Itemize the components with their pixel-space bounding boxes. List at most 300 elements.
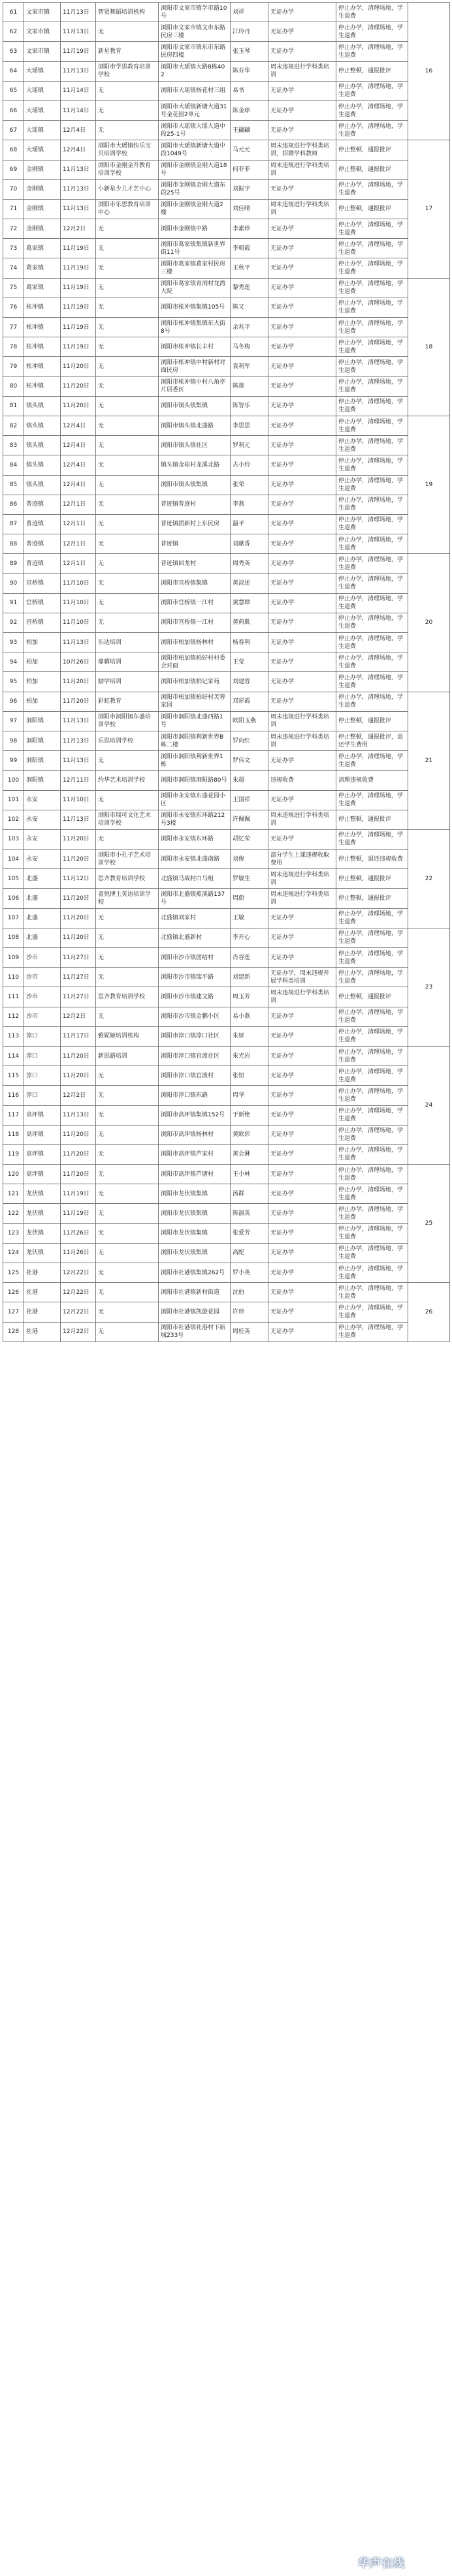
row-issue: 周末违规进行学科类培训 bbox=[268, 869, 336, 889]
row-org: 无 bbox=[96, 593, 159, 613]
row-person: 于新艳 bbox=[231, 1105, 268, 1125]
row-date: 11月20日 bbox=[61, 672, 96, 692]
row-index: 122 bbox=[3, 1204, 24, 1223]
table-row bbox=[3, 416, 450, 435]
row-address: 浏阳市葛家镇集镇新世界街11号 bbox=[159, 239, 231, 258]
row-town: 社港 bbox=[24, 1302, 61, 1322]
row-date: 11月20日 bbox=[61, 692, 96, 711]
row-town: 枨冲镇 bbox=[24, 298, 61, 317]
row-address: 普迹镇普迹村 bbox=[159, 495, 231, 514]
row-index: 86 bbox=[3, 495, 24, 514]
row-issue: 无证办学 bbox=[268, 692, 336, 711]
row-action: 停止办学，清理场地，学生退费 bbox=[336, 1204, 408, 1223]
row-town: 柏加 bbox=[24, 672, 61, 692]
row-org: 无 bbox=[96, 239, 159, 258]
row-action: 停止办学，清理场地，学生退费 bbox=[336, 928, 408, 947]
row-person: 刘振宇 bbox=[231, 179, 268, 199]
row-person: 李燕 bbox=[231, 495, 268, 514]
table-row bbox=[3, 790, 450, 810]
row-org: 无 bbox=[96, 376, 159, 396]
row-index: 90 bbox=[3, 574, 24, 593]
row-address: 浏阳市文家市镇文市东路民房三楼 bbox=[159, 22, 231, 42]
row-org: 无 bbox=[96, 1243, 159, 1263]
row-index: 100 bbox=[3, 771, 24, 790]
row-index: 87 bbox=[3, 514, 24, 534]
row-index: 78 bbox=[3, 337, 24, 357]
row-person: 江玲丹 bbox=[231, 22, 268, 42]
row-person: 李朝霞 bbox=[231, 239, 268, 258]
row-date: 11月13日 bbox=[61, 751, 96, 771]
row-person: 刘献香 bbox=[231, 534, 268, 554]
row-address: 浏阳市永安镇东环路212号3楼 bbox=[159, 810, 231, 829]
row-action: 停止办学，清理场地，学生退费 bbox=[336, 574, 408, 593]
row-person: 汤群 bbox=[231, 1184, 268, 1204]
row-date: 11月20日 bbox=[61, 928, 96, 947]
row-address: 浏阳市金刚镇金刚大道18号 bbox=[159, 160, 231, 179]
row-town: 枨冲镇 bbox=[24, 318, 61, 337]
row-date: 12月22日 bbox=[61, 1302, 96, 1322]
row-org: 无 bbox=[96, 1204, 159, 1223]
row-person: 刘佳晴 bbox=[231, 199, 268, 219]
row-address: 浏阳市金刚镇金刚大道2楼 bbox=[159, 199, 231, 219]
table-row bbox=[3, 61, 450, 81]
row-action: 停止办学，清理场地，学生退费 bbox=[336, 1007, 408, 1026]
row-address: 浏阳市永安镇东环路 bbox=[159, 829, 231, 849]
row-index: 72 bbox=[3, 219, 24, 239]
row-issue: 无证办学 bbox=[268, 1046, 336, 1066]
row-address: 北盛镇北盛新村 bbox=[159, 928, 231, 947]
row-date: 12月22日 bbox=[61, 1283, 96, 1302]
row-address: 浏阳市淳口镇官渡村 bbox=[159, 1066, 231, 1086]
row-town: 永安 bbox=[24, 810, 61, 829]
row-town: 葛家镇 bbox=[24, 258, 61, 278]
row-action: 停止办学，清理场地，学生退费 bbox=[336, 692, 408, 711]
row-index: 68 bbox=[3, 140, 24, 160]
row-date: 12月22日 bbox=[61, 1263, 96, 1283]
row-index: 77 bbox=[3, 318, 24, 337]
row-org: 无 bbox=[96, 298, 159, 317]
row-action: 停止办学，清理场地，学生退费 bbox=[336, 1086, 408, 1105]
row-address: 浏阳市沙市镇瑞平路 bbox=[159, 968, 231, 987]
row-issue: 无证办学 bbox=[268, 22, 336, 42]
row-person: 许佩佩 bbox=[231, 810, 268, 829]
row-index: 91 bbox=[3, 593, 24, 613]
row-person: 何菲菲 bbox=[231, 160, 268, 179]
row-action: 停止办学，清理场地，学生退费 bbox=[336, 239, 408, 258]
row-address: 浏阳市大瑶镇新塘大道31号金花园2单元 bbox=[159, 100, 231, 120]
row-action: 停止办学，清理场地，学生退费 bbox=[336, 376, 408, 396]
row-index: 80 bbox=[3, 376, 24, 396]
row-date: 11月13日 bbox=[61, 160, 96, 179]
row-address: 浏阳市沙市镇建文路 bbox=[159, 987, 231, 1007]
row-index: 64 bbox=[3, 61, 24, 81]
row-index: 62 bbox=[3, 22, 24, 42]
row-issue: 无证办学 bbox=[268, 534, 336, 554]
row-issue: 周末违规进行学科类培训 bbox=[268, 61, 336, 81]
row-address: 北盛镇马战村白马组 bbox=[159, 869, 231, 889]
row-issue: 无证办学 bbox=[268, 121, 336, 140]
row-action: 清理违规收费 bbox=[336, 771, 408, 790]
row-action: 停止办学，清理场地，学生退费 bbox=[336, 100, 408, 120]
row-index: 95 bbox=[3, 672, 24, 692]
row-address: 浏阳市文家市镇东市东路民房四楼 bbox=[159, 42, 231, 61]
row-org: 无 bbox=[96, 908, 159, 928]
row-date: 11月13日 bbox=[61, 633, 96, 652]
row-org: 无 bbox=[96, 1263, 159, 1283]
row-town: 高坪镇 bbox=[24, 1144, 61, 1164]
row-action: 停止办学，清理场地，学生退费 bbox=[336, 1322, 408, 1342]
row-address: 浏阳市枨冲镇中村新村对面民房 bbox=[159, 357, 231, 376]
row-date: 12月1日 bbox=[61, 554, 96, 574]
row-person: 朱光岩 bbox=[231, 1046, 268, 1066]
table-row bbox=[3, 593, 450, 613]
row-issue: 无证办学 bbox=[268, 554, 336, 574]
row-org: 无 bbox=[96, 121, 159, 140]
row-index: 70 bbox=[3, 179, 24, 199]
row-person: 余兆平 bbox=[231, 318, 268, 337]
row-issue: 无证办学 bbox=[268, 298, 336, 317]
row-issue: 无证办学 bbox=[268, 574, 336, 593]
row-town: 社港 bbox=[24, 1283, 61, 1302]
row-address: 浏阳市镇头镇社区 bbox=[159, 436, 231, 455]
row-address: 浏阳市沙市镇金鹏小区 bbox=[159, 1007, 231, 1026]
page-number: 25 bbox=[408, 1165, 450, 1283]
row-org: 无 bbox=[96, 1066, 159, 1086]
inspection-table bbox=[3, 2, 450, 1342]
row-issue: 无证办学 bbox=[268, 633, 336, 652]
row-town: 枨冲镇 bbox=[24, 376, 61, 396]
row-town: 柏加 bbox=[24, 652, 61, 672]
row-town: 北盛 bbox=[24, 889, 61, 908]
row-address: 浏阳市镇头镇集镇 bbox=[159, 396, 231, 416]
row-issue: 无证办学 bbox=[268, 1322, 336, 1342]
row-index: 112 bbox=[3, 1007, 24, 1026]
row-index: 101 bbox=[3, 790, 24, 810]
row-index: 79 bbox=[3, 357, 24, 376]
row-date: 11月19日 bbox=[61, 1184, 96, 1204]
row-date: 11月13日 bbox=[61, 1105, 96, 1125]
row-index: 108 bbox=[3, 928, 24, 947]
row-org: 无 bbox=[96, 81, 159, 100]
row-issue: 无证办学 bbox=[268, 1007, 336, 1026]
row-town: 金刚镇 bbox=[24, 179, 61, 199]
row-issue: 无证办学 bbox=[268, 613, 336, 632]
row-address: 浏阳市柏加镇柏好村芙蓉家园 bbox=[159, 692, 231, 711]
row-date: 12月4日 bbox=[61, 416, 96, 435]
table-row bbox=[3, 100, 450, 120]
row-address: 北盛镇刘家村 bbox=[159, 908, 231, 928]
table-row bbox=[3, 357, 450, 376]
row-date: 11月20日 bbox=[61, 1066, 96, 1086]
row-person: 高配 bbox=[231, 1243, 268, 1263]
row-issue: 周末违规进行学科类培训 bbox=[268, 889, 336, 908]
row-date: 12月2日 bbox=[61, 219, 96, 239]
row-person: 黄欧彩 bbox=[231, 1125, 268, 1144]
row-issue: 无证办学，周末违规开展学科类培训 bbox=[268, 968, 336, 987]
row-issue: 周末违规进行学科类培训，招聘学科教师 bbox=[268, 140, 336, 160]
table-row bbox=[3, 908, 450, 928]
row-date: 11月13日 bbox=[61, 711, 96, 731]
table-row bbox=[3, 1204, 450, 1223]
row-action: 停止整顿，通报批评 bbox=[336, 140, 408, 160]
row-issue: 无证办学 bbox=[268, 436, 336, 455]
row-action: 停止办学，清理场地，学生退费 bbox=[336, 121, 408, 140]
table-row bbox=[3, 534, 450, 554]
row-org: 无 bbox=[96, 751, 159, 771]
row-person: 李思思 bbox=[231, 416, 268, 435]
row-org: 励学培训 bbox=[96, 672, 159, 692]
table-row bbox=[3, 751, 450, 771]
row-issue: 无证办学 bbox=[268, 672, 336, 692]
row-issue: 无证办学 bbox=[268, 1165, 336, 1184]
table-row bbox=[3, 1105, 450, 1125]
row-address: 浏阳市洞阳镇利新世界1栋 bbox=[159, 751, 231, 771]
row-action: 停止办学，清理场地，学生退费 bbox=[336, 219, 408, 239]
row-town: 大瑶镇 bbox=[24, 100, 61, 120]
row-town: 镇头镇 bbox=[24, 396, 61, 416]
row-person: 黄会淋 bbox=[231, 1144, 268, 1164]
row-action: 停止办学，清理场地，学生退费 bbox=[336, 652, 408, 672]
row-issue: 无证办学 bbox=[268, 652, 336, 672]
row-address: 浏阳市社港镇新村街道 bbox=[159, 1283, 231, 1302]
row-index: 121 bbox=[3, 1184, 24, 1204]
row-address: 浏阳市大瑶镇杨花村三组 bbox=[159, 81, 231, 100]
row-town: 社港 bbox=[24, 1263, 61, 1283]
row-action: 停止整顿，通报批评 bbox=[336, 160, 408, 179]
row-address: 浏阳市柏加镇柏好村村委会对面 bbox=[159, 652, 231, 672]
row-date: 11月20日 bbox=[61, 889, 96, 908]
row-action: 停止办学，清理场地，学生退费 bbox=[336, 1144, 408, 1164]
row-town: 官桥镇 bbox=[24, 613, 61, 632]
row-org: 无 bbox=[96, 100, 159, 120]
table-row bbox=[3, 1066, 450, 1086]
row-person: 陈又 bbox=[231, 298, 268, 317]
row-town: 永安 bbox=[24, 850, 61, 869]
row-org: 无 bbox=[96, 1322, 159, 1342]
row-action: 停止办学，清理场地，学生退费 bbox=[336, 790, 408, 810]
row-index: 94 bbox=[3, 652, 24, 672]
row-person: 陈淑英 bbox=[231, 1204, 268, 1223]
row-person: 张爱芳 bbox=[231, 1223, 268, 1243]
row-index: 81 bbox=[3, 396, 24, 416]
row-index: 106 bbox=[3, 889, 24, 908]
table-row bbox=[3, 1322, 450, 1342]
row-index: 61 bbox=[3, 3, 24, 22]
row-date: 11月14日 bbox=[61, 100, 96, 120]
row-address: 浏阳市镇头镇集镇 bbox=[159, 475, 231, 495]
row-town: 大瑶镇 bbox=[24, 61, 61, 81]
row-date: 11月20日 bbox=[61, 1144, 96, 1164]
row-person: 周桂英 bbox=[231, 1322, 268, 1342]
row-person: 肖谷莲 bbox=[231, 948, 268, 968]
row-issue: 无证办学 bbox=[268, 337, 336, 357]
row-address: 浏阳市高坪镇杨林村 bbox=[159, 1125, 231, 1144]
row-index: 117 bbox=[3, 1105, 24, 1125]
row-org: 思齐教育培训学校 bbox=[96, 869, 159, 889]
row-index: 104 bbox=[3, 850, 24, 869]
row-action: 停止办学，清理场地，学生退费 bbox=[336, 357, 408, 376]
row-action: 停止整顿，通报批评，退还学生费用 bbox=[336, 731, 408, 750]
table-row bbox=[3, 829, 450, 849]
row-address: 浏阳市葛家镇青洞村龙湾大院 bbox=[159, 278, 231, 298]
table-row bbox=[3, 514, 450, 534]
row-address: 浏阳市洞阳镇北盛西路1号 bbox=[159, 711, 231, 731]
row-address: 浏阳市社港镇凯旋花园 bbox=[159, 1302, 231, 1322]
row-org: 无 bbox=[96, 1105, 159, 1125]
table-row bbox=[3, 1086, 450, 1105]
row-issue: 无证办学 bbox=[268, 318, 336, 337]
table-row bbox=[3, 278, 450, 298]
row-date: 11月19日 bbox=[61, 278, 96, 298]
row-date: 12月4日 bbox=[61, 455, 96, 475]
row-org: 无 bbox=[96, 1302, 159, 1322]
row-date: 11月20日 bbox=[61, 357, 96, 376]
row-person: 罗小英 bbox=[231, 1263, 268, 1283]
table-row bbox=[3, 455, 450, 475]
row-date: 11月20日 bbox=[61, 850, 96, 869]
row-town: 高坪镇 bbox=[24, 1125, 61, 1144]
row-issue: 周末违规进行学科类培训 bbox=[268, 160, 336, 179]
row-issue: 无证办学 bbox=[268, 495, 336, 514]
table-row bbox=[3, 1144, 450, 1164]
row-index: 119 bbox=[3, 1144, 24, 1164]
row-person: 温平 bbox=[231, 514, 268, 534]
row-town: 高坪镇 bbox=[24, 1165, 61, 1184]
row-org: 无 bbox=[96, 574, 159, 593]
table-row bbox=[3, 1223, 450, 1243]
row-address: 浏阳市永安镇北盛南路 bbox=[159, 850, 231, 869]
row-address: 浏阳市大瑶镇大路8栋402 bbox=[159, 61, 231, 81]
row-org: 无 bbox=[96, 22, 159, 42]
row-index: 75 bbox=[3, 278, 24, 298]
row-town: 镇头镇 bbox=[24, 416, 61, 435]
row-person: 黄淡述 bbox=[231, 574, 268, 593]
row-town: 普迹镇 bbox=[24, 495, 61, 514]
row-town: 镇头镇 bbox=[24, 475, 61, 495]
row-index: 89 bbox=[3, 554, 24, 574]
row-date: 11月13日 bbox=[61, 179, 96, 199]
row-date: 12月2日 bbox=[61, 1007, 96, 1026]
row-action: 停止整顿，通报批评 bbox=[336, 889, 408, 908]
row-org: 乐达培训 bbox=[96, 633, 159, 652]
row-person: 许珍 bbox=[231, 1302, 268, 1322]
row-date: 11月10日 bbox=[61, 613, 96, 632]
row-town: 北盛 bbox=[24, 908, 61, 928]
table-row bbox=[3, 22, 450, 42]
row-address: 浏阳市枨冲镇长丰村 bbox=[159, 337, 231, 357]
table-row bbox=[3, 475, 450, 495]
row-index: 124 bbox=[3, 1243, 24, 1263]
row-action: 停止办学，清理场地，学生退费 bbox=[336, 1125, 408, 1144]
row-issue: 无证办学 bbox=[268, 42, 336, 61]
row-index: 113 bbox=[3, 1026, 24, 1046]
row-address: 浏阳市洞阳镇利新世界B栋二楼 bbox=[159, 731, 231, 750]
row-action: 停止办学，清理场地，学生退费 bbox=[336, 1026, 408, 1046]
row-index: 85 bbox=[3, 475, 24, 495]
row-org: 约华艺术培训学校 bbox=[96, 771, 159, 790]
row-person: 欧阳玉燕 bbox=[231, 711, 268, 731]
row-address: 浏阳市龙伏镇集镇 bbox=[159, 1223, 231, 1243]
row-address: 浏阳市金刚镇金刚大道东段25号 bbox=[159, 179, 231, 199]
row-address: 浏阳市金刚镇中路 bbox=[159, 219, 231, 239]
row-person: 袁利军 bbox=[231, 357, 268, 376]
row-date: 11月20日 bbox=[61, 1125, 96, 1144]
row-org: 浏阳市金刚金升教育培训学校 bbox=[96, 160, 159, 179]
row-org: 无 bbox=[96, 1125, 159, 1144]
row-town: 枨冲镇 bbox=[24, 357, 61, 376]
row-town: 淳口 bbox=[24, 1026, 61, 1046]
row-town: 龙伏镇 bbox=[24, 1204, 61, 1223]
row-date: 12月22日 bbox=[61, 1322, 96, 1342]
row-person: 沈伯 bbox=[231, 1283, 268, 1302]
row-issue: 部分学生上课违规收取费用 bbox=[268, 850, 336, 869]
table-row bbox=[3, 554, 450, 574]
row-town: 永安 bbox=[24, 829, 61, 849]
page-number: 22 bbox=[408, 829, 450, 928]
row-org: 新星教育 bbox=[96, 42, 159, 61]
row-date: 12月4日 bbox=[61, 121, 96, 140]
row-action: 停止办学，清理场地，学生退费 bbox=[336, 1223, 408, 1243]
row-person: 胡忆荣 bbox=[231, 829, 268, 849]
row-action: 停止办学，清理场地，学生退费 bbox=[336, 672, 408, 692]
row-date: 11月12日 bbox=[61, 869, 96, 889]
table-row bbox=[3, 121, 450, 140]
row-date: 11月13日 bbox=[61, 731, 96, 750]
row-address: 浏阳市柏加镇杨林村 bbox=[159, 633, 231, 652]
table-row bbox=[3, 3, 450, 22]
row-date: 11月19日 bbox=[61, 42, 96, 61]
row-town: 金刚镇 bbox=[24, 219, 61, 239]
row-address: 浏阳市官桥镇一江村 bbox=[159, 593, 231, 613]
row-person: 李素珍 bbox=[231, 219, 268, 239]
row-town: 普迹镇 bbox=[24, 514, 61, 534]
row-index: 99 bbox=[3, 751, 24, 771]
row-issue: 无证办学 bbox=[268, 1243, 336, 1263]
row-person: 王秋平 bbox=[231, 258, 268, 278]
row-date: 12月1日 bbox=[61, 534, 96, 554]
row-action: 停止办学，清理场地，学生退费 bbox=[336, 1263, 408, 1283]
row-address: 浏阳市枨冲镇集镇东大街8号 bbox=[159, 318, 231, 337]
row-org: 无 bbox=[96, 968, 159, 987]
row-address: 浏阳市龙伏镇集镇 bbox=[159, 1204, 231, 1223]
row-action: 停止办学，清理场地，学生退费 bbox=[336, 1302, 408, 1322]
row-org: 无 bbox=[96, 790, 159, 810]
row-town: 龙伏镇 bbox=[24, 1223, 61, 1243]
row-action: 停止办学，清理场地，学生退费 bbox=[336, 42, 408, 61]
row-issue: 无证办学 bbox=[268, 1026, 336, 1046]
row-index: 92 bbox=[3, 613, 24, 632]
row-town: 大瑶镇 bbox=[24, 140, 61, 160]
row-issue: 无证办学 bbox=[268, 593, 336, 613]
table-row bbox=[3, 810, 450, 829]
row-person: 周蔚 bbox=[231, 889, 268, 908]
row-index: 123 bbox=[3, 1223, 24, 1243]
row-person: 张玉琴 bbox=[231, 42, 268, 61]
row-index: 69 bbox=[3, 160, 24, 179]
row-action: 停止办学，清理场地，学生退费 bbox=[336, 179, 408, 199]
row-date: 12月4日 bbox=[61, 140, 96, 160]
page-number: 23 bbox=[408, 928, 450, 1046]
row-issue: 无证办学 bbox=[268, 1204, 336, 1223]
table-row bbox=[3, 1302, 450, 1322]
row-date: 11月20日 bbox=[61, 908, 96, 928]
table-row bbox=[3, 376, 450, 396]
row-action: 停止整顿，通报批评 bbox=[336, 810, 408, 829]
row-town: 永安 bbox=[24, 790, 61, 810]
row-org: 无 bbox=[96, 928, 159, 947]
row-town: 官桥镇 bbox=[24, 593, 61, 613]
row-date: 11月26日 bbox=[61, 1243, 96, 1263]
